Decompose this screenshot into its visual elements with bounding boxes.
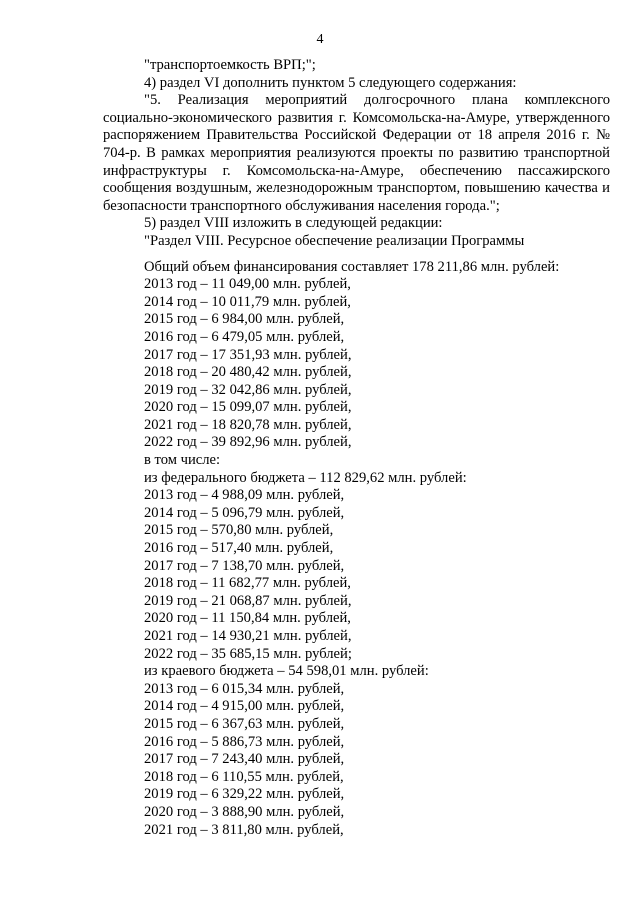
total-financing-line: Общий объем финансирования составляет 178 211,86 млн. рублей: bbox=[144, 258, 560, 275]
federal-year-line: 2018 год – 11 682,77 млн. рублей, bbox=[144, 575, 351, 592]
total-year-line: 2018 год – 20 480,42 млн. рублей, bbox=[144, 364, 352, 381]
financing-block bbox=[103, 259, 610, 840]
federal-year-line: 2016 год – 517,40 млн. рублей, bbox=[144, 540, 334, 557]
federal-year-line: 2017 год – 7 138,70 млн. рублей, bbox=[144, 557, 345, 574]
federal-year-line: 2021 год – 14 930,21 млн. рублей, bbox=[144, 628, 352, 644]
federal-year-line: 2019 год – 21 068,87 млн. рублей, bbox=[144, 592, 352, 609]
regional-year-line: 2014 год – 4 915,00 млн. рублей, bbox=[144, 698, 345, 715]
regional-year-line: 2020 год – 3 888,90 млн. рублей, bbox=[144, 803, 345, 820]
total-year-line: 2021 год – 18 820,78 млн. рублей, bbox=[144, 416, 352, 433]
total-year-line: 2017 год – 17 351,93 млн. рублей, bbox=[144, 346, 352, 363]
regional-year-line: 2013 год – 6 015,34 млн. рублей, bbox=[144, 680, 345, 697]
regional-year-line: 2017 год – 7 243,40 млн. рублей, bbox=[144, 751, 345, 768]
total-year-line: 2022 год – 39 892,96 млн. рублей, bbox=[144, 434, 352, 451]
paragraph-2: 4) раздел VI дополнить пунктом 5 следующего содержания: bbox=[144, 74, 517, 91]
total-year-line: 2015 год – 6 984,00 млн. рублей, bbox=[144, 311, 345, 328]
paragraph-4: 5) раздел VIII изложить в следующей редакции: bbox=[144, 215, 443, 232]
regional-year-line: 2016 год – 5 886,73 млн. рублей, bbox=[144, 733, 345, 750]
federal-year-line: 2020 год – 11 150,84 млн. рублей, bbox=[144, 610, 351, 627]
federal-years-list bbox=[103, 487, 610, 663]
page-number: 4 bbox=[316, 32, 324, 47]
federal-year-line: 2013 год – 4 988,09 млн. рублей, bbox=[144, 487, 345, 504]
paragraph-1: "транспортоемкость ВРП;"; bbox=[144, 57, 316, 73]
regional-year-line: 2021 год – 3 811,80 млн. рублей, bbox=[144, 821, 344, 838]
federal-year-line: 2015 год – 570,80 млн. рублей, bbox=[144, 522, 334, 539]
total-year-line: 2013 год – 11 049,00 млн. рублей, bbox=[144, 276, 351, 293]
paragraph-3: "5. Реализация мероприятий долгосрочного плана комплексного социально-экономического развития г. Комсомольска-на-Амуре, утвержденного распоряжением Правительства Российской Федерации от 18 апреля 2016 г. № 704-р. В рамках мероприятия реализуются проекты по развитию транспортной инфраструктуры г. Комсомольска-на-Амуре, обеспечению пассажирского сообщения воздушным, железнодорожным транспортом, повышению качества и безопасности транспортного обслуживания населения города."; bbox=[103, 92, 610, 214]
regional-budget-line: из краевого бюджета – 54 598,01 млн. рублей: bbox=[144, 663, 429, 680]
including-line: в том числе: bbox=[144, 452, 221, 469]
regional-year-line: 2018 год – 6 110,55 млн. рублей, bbox=[144, 768, 344, 785]
regional-years-list bbox=[103, 681, 610, 839]
total-year-line: 2014 год – 10 011,79 млн. рублей, bbox=[144, 293, 351, 310]
document-body bbox=[103, 57, 610, 839]
total-years-list bbox=[103, 276, 610, 452]
federal-year-line: 2022 год – 35 685,15 млн. рублей; bbox=[144, 645, 352, 662]
federal-budget-line: из федерального бюджета – 112 829,62 млн. рублей: bbox=[144, 469, 467, 486]
federal-year-line: 2014 год – 5 096,79 млн. рублей, bbox=[144, 504, 345, 521]
regional-year-line: 2015 год – 6 367,63 млн. рублей, bbox=[144, 715, 345, 732]
section-heading: "Раздел VIII. Ресурсное обеспечение реализации Программы bbox=[144, 232, 525, 249]
total-year-line: 2016 год – 6 479,05 млн. рублей, bbox=[144, 328, 345, 345]
total-year-line: 2019 год – 32 042,86 млн. рублей, bbox=[144, 381, 352, 398]
regional-year-line: 2019 год – 6 329,22 млн. рублей, bbox=[144, 786, 345, 803]
total-year-line: 2020 год – 15 099,07 млн. рублей, bbox=[144, 399, 352, 416]
